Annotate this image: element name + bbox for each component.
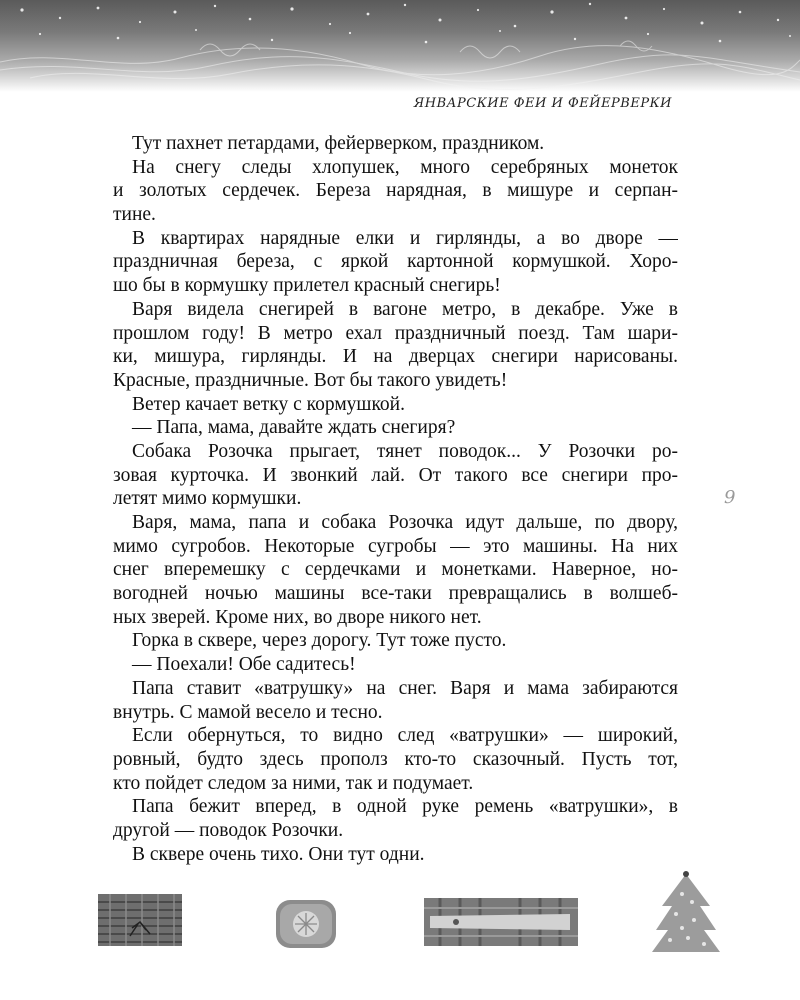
text-line: Тут пахнет петардами, фейерверком, праздником. [132, 133, 545, 154]
text-line: Варя видела снегирей в вагоне метро, в декабре. Уже в [132, 298, 678, 320]
text-line: летят мимо кормушки. [113, 488, 302, 510]
text-line: кто пойдет следом за ними, так и подумает. [113, 772, 474, 794]
wrapped-gift-icon [92, 890, 188, 952]
text-line: В сквере очень тихо. Они тут одни. [132, 843, 425, 865]
snow-dots-decoration [0, 0, 800, 92]
text-line: шо бы в кормушку прилетел красный снегирь! [113, 275, 501, 297]
cookie-icon [272, 896, 340, 952]
ribbon-gift-icon [420, 892, 582, 952]
text-line: Горка в сквере, через дорогу. Тут тоже пусто. [132, 630, 507, 652]
text-line: другой — поводок Розочки. [113, 819, 344, 841]
text-line: тине. [113, 204, 156, 226]
text-line: Собака Розочка прыгает, тянет поводок... У Розочки ро- [132, 440, 678, 462]
running-header-title: ЯНВАРСКИЕ ФЕИ И ФЕЙЕРВЕРКИ [413, 96, 672, 111]
text-line: зовая курточка. И звонкий лай. От такого все снегири про- [113, 464, 678, 486]
text-line: Варя, мама, папа и собака Розочка идут дальше, по двору, [132, 512, 678, 533]
text-line: Ветер качает ветку с кормушкой. [132, 393, 405, 415]
decorative-header-band [0, 0, 800, 92]
text-line: Если обернуться, то видно след «ватрушки» — широкий, [132, 725, 678, 747]
text-line: снег вперемешку с сердечками и монетками. Наверное, но- [113, 559, 678, 581]
text-line: Красные, праздничные. Вот бы такого увидеть! [113, 369, 508, 391]
text-line: мимо сугробов. Некоторые сугробы — это машины. На них [113, 535, 678, 557]
text-line: вогодней ночью машины все-таки превращались в волшеб- [113, 583, 678, 605]
text-line: ки, мишура, гирлянды. И на дверцах снегири нарисованы. [113, 346, 678, 368]
text-line: праздничная береза, с яркой картонной кормушкой. Хоро- [113, 251, 678, 273]
text-line: В квартирах нарядные елки и гирлянды, а во дворе — [132, 227, 678, 249]
text-line: ных зверей. Кроме них, во дворе никого нет. [113, 606, 482, 628]
text-line: ровный, будто здесь прополз кто-то сказочный. Пусть тот, [113, 748, 678, 770]
text-line: внутрь. С мамой весело и тесно. [113, 701, 383, 723]
page-number: 9 [724, 487, 736, 508]
text-line: На снегу следы хлопушек, много серебряных монеток [132, 156, 678, 178]
text-line: Папа бежит вперед, в одной руке ремень «ватрушки», в [132, 796, 678, 818]
text-line: — Папа, мама, давайте ждать снегиря? [132, 417, 456, 439]
text-line: — Поехали! Обе садитесь! [132, 654, 356, 676]
christmas-tree-icon [648, 868, 724, 958]
text-line: Папа ставит «ватрушку» на снег. Варя и мама забираются [132, 677, 678, 699]
text-line: прошлом году! В метро ехал праздничный поезд. Там шари- [113, 322, 678, 344]
text-line: и золотых сердечек. Береза нарядная, в мишуре и серпан- [113, 180, 678, 202]
body-text [113, 132, 678, 866]
